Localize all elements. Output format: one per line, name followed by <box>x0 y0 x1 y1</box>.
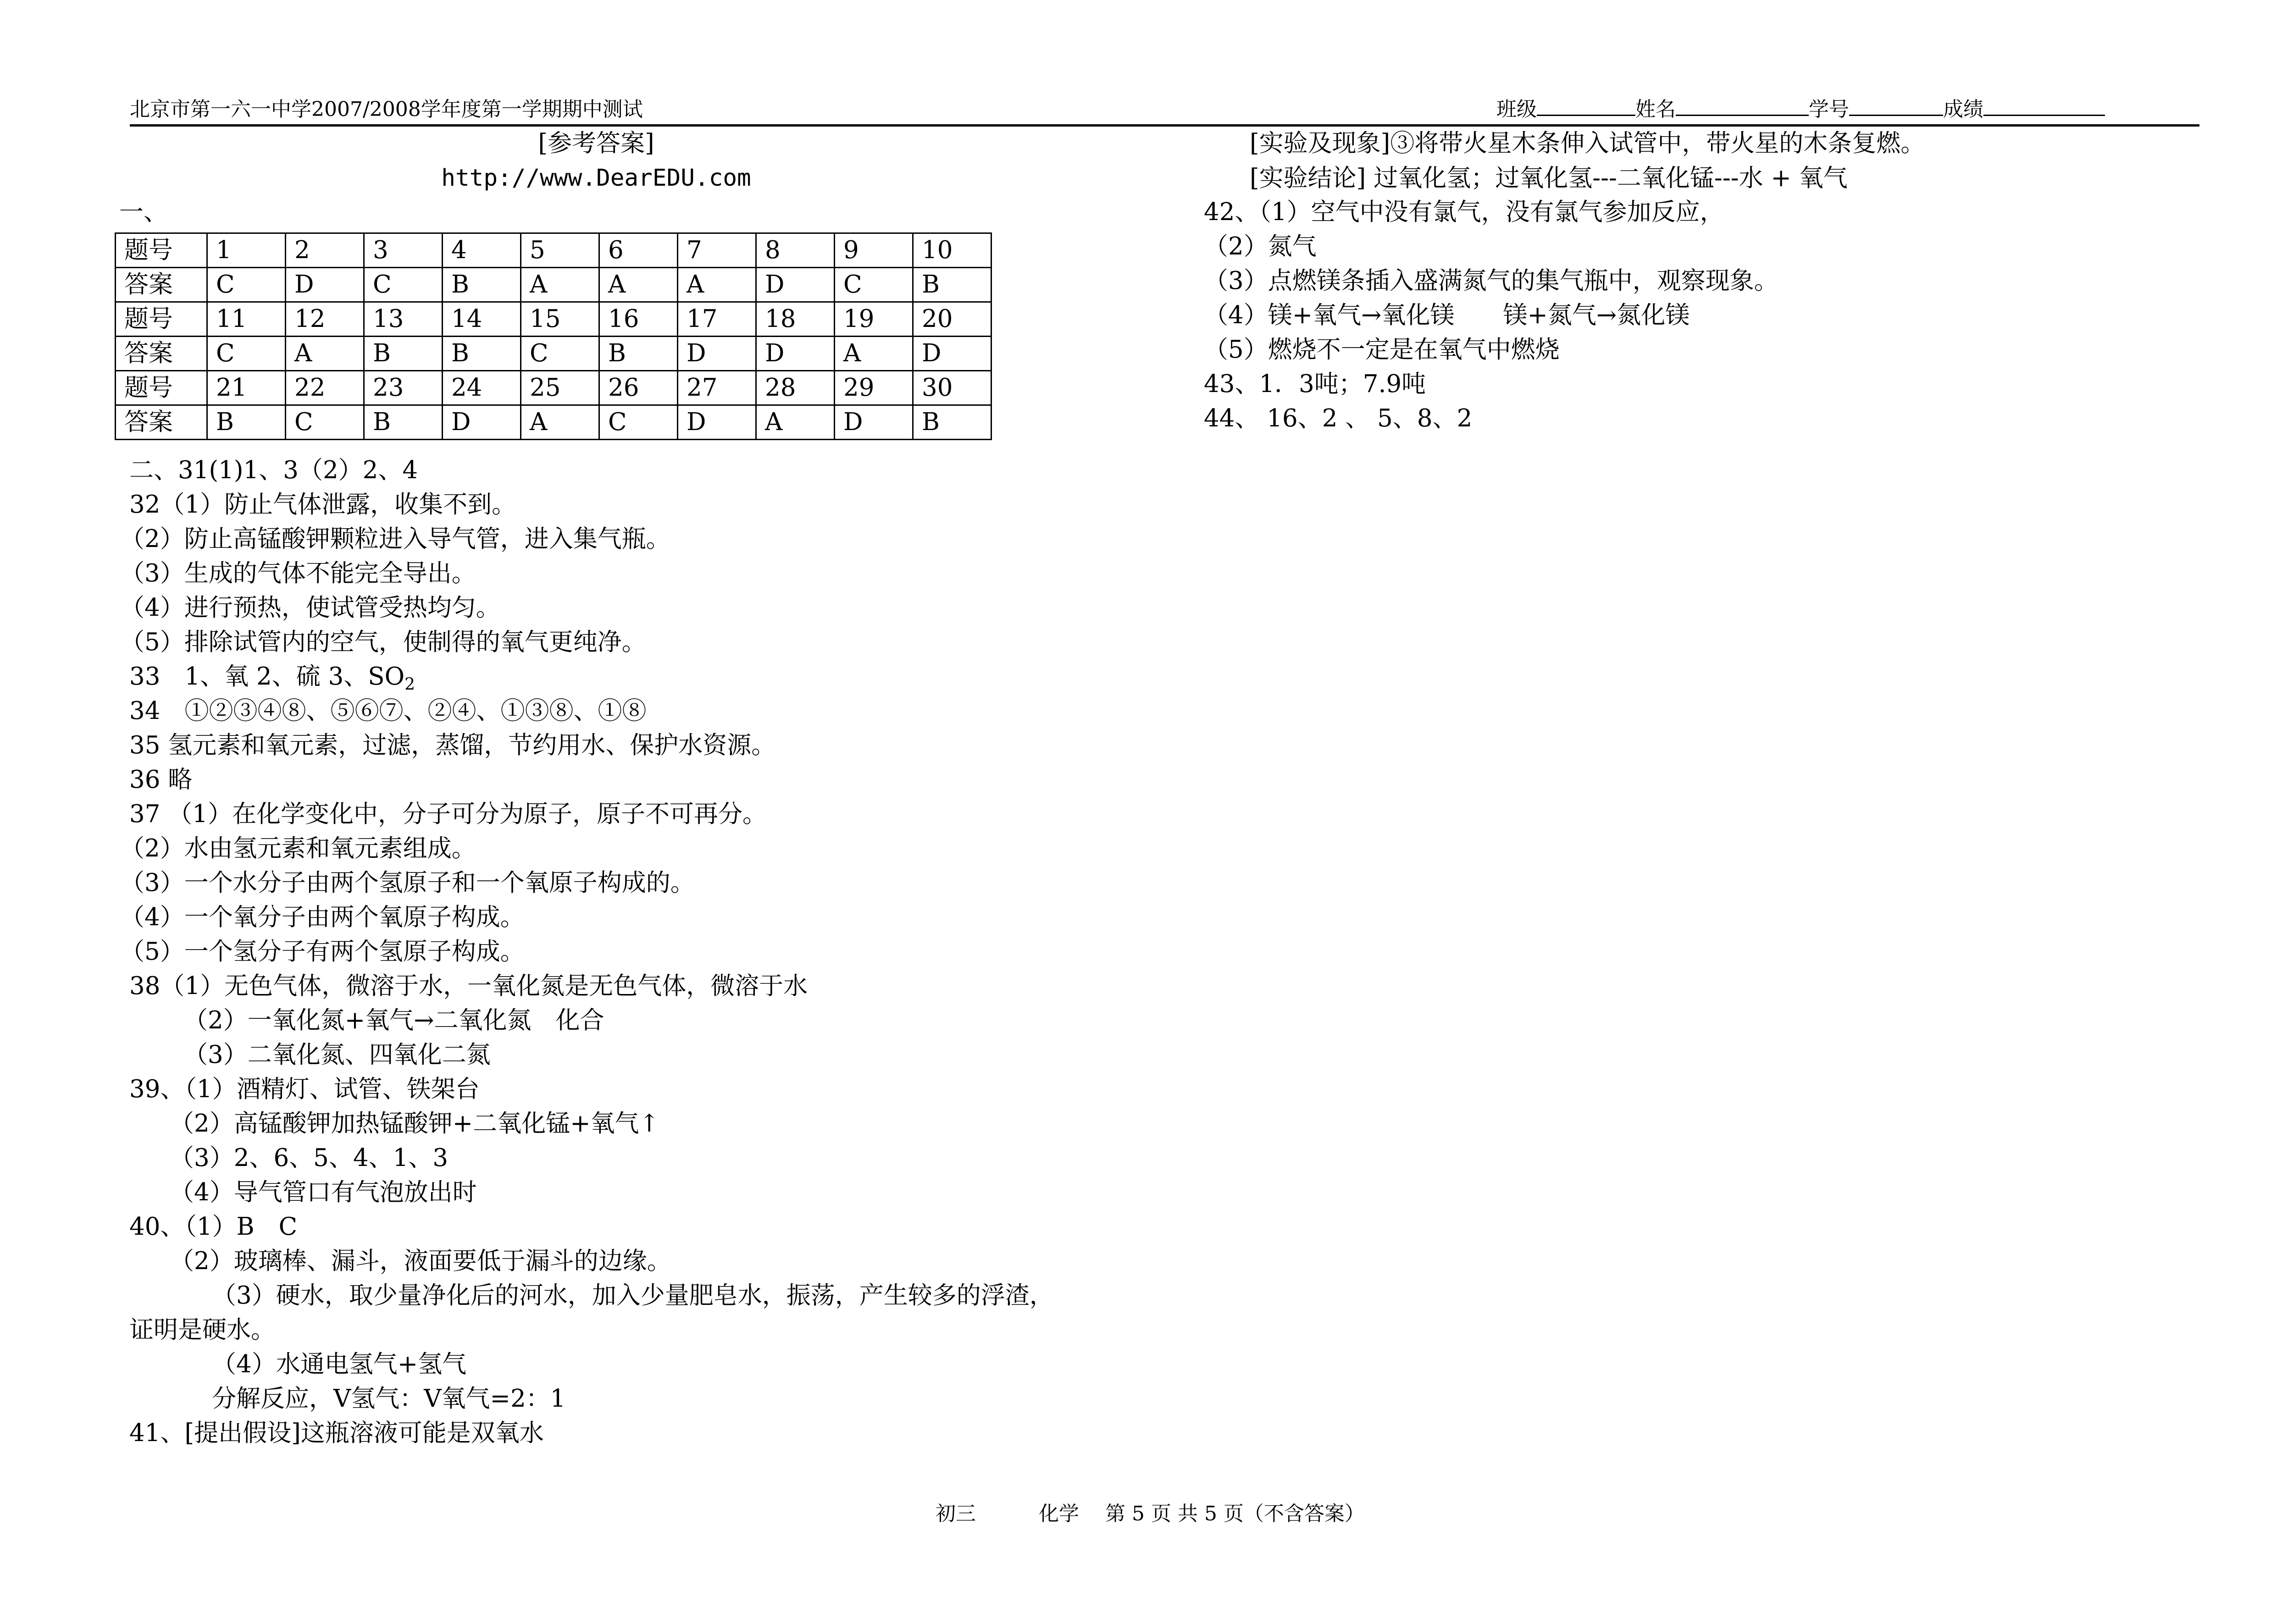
table-row <box>116 233 991 268</box>
table-row-header: 答案 <box>116 268 207 302</box>
answer-43: 43、1．3吨；7.9吨 <box>1204 370 1426 398</box>
answer-37-1: 37 （1）在化学变化中，分子可分为原子，原子不可再分。 <box>129 800 767 828</box>
table-cell: C <box>207 268 286 302</box>
answer-42-2: （2）氮气 <box>1204 232 1317 260</box>
table-cell: D <box>756 337 835 371</box>
answer-31: 二、31(1)1、3（2）2、4 <box>129 456 418 484</box>
table-cell: A <box>756 405 835 440</box>
table-cell: B <box>364 337 443 371</box>
answer-32-5: （5）排除试管内的空气，使制得的氧气更纯净。 <box>120 628 646 656</box>
table-cell: 5 <box>521 233 599 268</box>
answer-42-5: （5）燃烧不一定是在氧气中燃烧 <box>1204 336 1560 364</box>
answer-33-subscript: 2 <box>404 675 415 694</box>
answer-37-3: （3）一个水分子由两个氢原子和一个氧原子构成的。 <box>120 869 695 897</box>
table-cell: C <box>835 268 913 302</box>
answer-37-2: （2）水由氢元素和氧元素组成。 <box>120 834 476 862</box>
table-cell: 3 <box>364 233 443 268</box>
table-row-header: 答案 <box>116 337 207 371</box>
answer-33-text: 33 1、氧 2、硫 3、SO <box>129 663 405 690</box>
table-cell: 23 <box>364 371 443 405</box>
table-cell: C <box>599 405 678 440</box>
table-row <box>116 268 991 302</box>
table-cell: 28 <box>756 371 835 405</box>
table-cell: A <box>599 268 678 302</box>
answer-40-2: （2）玻璃棒、漏斗，液面要低于漏斗的边缘。 <box>170 1247 671 1275</box>
table-cell: 8 <box>756 233 835 268</box>
answer-38-2: （2）一氧化氮+氧气→二氧化氮 化合 <box>183 1006 604 1034</box>
table-cell: A <box>835 337 913 371</box>
answer-36: 36 略 <box>129 766 193 794</box>
table-cell: D <box>835 405 913 440</box>
answer-37-4: （4）一个氧分子由两个氧原子构成。 <box>120 903 525 931</box>
answer-42-1: 42、（1）空气中没有氯气，没有氯气参加反应， <box>1204 198 1724 226</box>
footer-subject: 化学 <box>1039 1502 1079 1525</box>
table-cell: B <box>207 405 286 440</box>
left-column <box>0 0 1165 1467</box>
answer-39-3: （3）2、6、5、4、1、3 <box>170 1144 449 1172</box>
table-cell: D <box>678 337 756 371</box>
answer-table <box>115 232 992 440</box>
table-cell: A <box>678 268 756 302</box>
table-cell: B <box>443 268 521 302</box>
answer-34: 34 ①②③④⑧、⑤⑥⑦、②④、①③⑧、①⑧ <box>129 697 647 725</box>
table-cell: 24 <box>443 371 521 405</box>
table-cell: D <box>443 405 521 440</box>
table-row-header: 题号 <box>116 371 207 405</box>
answer-40-4: （4）水通电氢气+氢气 <box>212 1350 467 1378</box>
table-cell: 10 <box>913 233 991 268</box>
answer-title: [参考答案] <box>538 129 654 157</box>
answer-35: 35 氢元素和氧元素，过滤，蒸馏，节约用水、保护水资源。 <box>129 731 776 759</box>
answer-40-3: （3）硬水，取少量净化后的河水，加入少量肥皂水，振荡，产生较多的浮渣， <box>212 1282 1054 1309</box>
table-cell: D <box>756 268 835 302</box>
answer-41: 41、[提出假设]这瓶溶液可能是双氧水 <box>129 1419 544 1447</box>
table-row <box>116 337 991 371</box>
school-title: 北京市第一六一中学2007/2008学年度第一学期期中测试 <box>130 98 643 121</box>
answer-33 <box>129 663 415 699</box>
table-cell: D <box>913 337 991 371</box>
table-cell: 16 <box>599 302 678 337</box>
table-cell: B <box>913 405 991 440</box>
class-label: 班级 <box>1496 98 1537 121</box>
table-cell: B <box>599 337 678 371</box>
table-cell: C <box>207 337 286 371</box>
id-label: 学号 <box>1809 98 1849 121</box>
answer-40-5: 分解反应，V氢气：V氧气=2：1 <box>212 1385 566 1413</box>
table-row-header: 答案 <box>116 405 207 440</box>
table-cell: A <box>286 337 364 371</box>
table-cell: 15 <box>521 302 599 337</box>
table-cell: 21 <box>207 371 286 405</box>
table-cell: B <box>443 337 521 371</box>
table-cell: 7 <box>678 233 756 268</box>
table-cell: 6 <box>599 233 678 268</box>
name-label: 姓名 <box>1635 98 1676 121</box>
table-cell: 12 <box>286 302 364 337</box>
table-cell: D <box>286 268 364 302</box>
answer-39-4: （4）导气管口有气泡放出时 <box>170 1178 477 1206</box>
table-row <box>116 302 991 337</box>
answer-42-4: （4）镁+氧气→氧化镁 镁+氮气→氮化镁 <box>1204 301 1690 329</box>
table-cell: 14 <box>443 302 521 337</box>
table-cell: 29 <box>835 371 913 405</box>
table-row <box>116 405 991 440</box>
score-label: 成绩 <box>1943 98 1983 121</box>
answer-41-experiment: [实验及现象]③将带火星木条伸入试管中，带火星的木条复燃。 <box>1250 129 1925 157</box>
table-cell: 13 <box>364 302 443 337</box>
footer-grade: 初三 <box>936 1502 976 1525</box>
table-cell: 30 <box>913 371 991 405</box>
answer-32-1: 32（1）防止气体泄露，收集不到。 <box>129 491 516 519</box>
table-cell: 4 <box>443 233 521 268</box>
table-cell: 20 <box>913 302 991 337</box>
table-cell: C <box>286 405 364 440</box>
table-cell: 2 <box>286 233 364 268</box>
table-cell: 11 <box>207 302 286 337</box>
right-column <box>1165 0 2201 1467</box>
answer-37-5: （5）一个氢分子有两个氢原子构成。 <box>120 938 525 966</box>
table-cell: B <box>913 268 991 302</box>
answer-41-conclusion: [实验结论] 过氧化氢；过氧化氢---二氧化锰---水 + 氧气 <box>1250 164 1848 192</box>
table-row-header: 题号 <box>116 302 207 337</box>
answer-32-4: （4）进行预热，使试管受热均匀。 <box>120 594 500 622</box>
url-link[interactable]: http://www.DearEDU.com <box>441 165 751 192</box>
answer-39-1: 39、（1）酒精灯、试管、铁架台 <box>129 1075 480 1103</box>
section-one-label: 一、 <box>119 198 168 226</box>
table-cell: D <box>678 405 756 440</box>
table-cell: 26 <box>599 371 678 405</box>
table-cell: A <box>521 268 599 302</box>
table-cell: 17 <box>678 302 756 337</box>
table-cell: C <box>521 337 599 371</box>
table-cell: 18 <box>756 302 835 337</box>
table-cell: 9 <box>835 233 913 268</box>
table-cell: 1 <box>207 233 286 268</box>
table-cell: 22 <box>286 371 364 405</box>
answer-44: 44、 16、2 、 5、8、2 <box>1204 404 1473 432</box>
table-cell: 19 <box>835 302 913 337</box>
table-row <box>116 371 991 405</box>
table-cell: 27 <box>678 371 756 405</box>
answer-38-1: 38（1）无色气体，微溶于水，一氧化氮是无色气体，微溶于水 <box>129 972 808 1000</box>
table-row-header: 题号 <box>116 233 207 268</box>
table-cell: B <box>364 405 443 440</box>
answer-40-1: 40、（1）B C <box>129 1213 298 1241</box>
answer-32-2: （2）防止高锰酸钾颗粒进入导气管，进入集气瓶。 <box>120 525 670 553</box>
table-cell: A <box>521 405 599 440</box>
answer-38-3: （3）二氧化氮、四氧化二氮 <box>183 1041 491 1069</box>
footer-page-info: 第 5 页 共 5 页（不含答案） <box>1105 1502 1365 1525</box>
table-cell: C <box>364 268 443 302</box>
table-cell: 25 <box>521 371 599 405</box>
answer-40-3-cont: 证明是硬水。 <box>129 1316 275 1344</box>
answer-42-3: （3）点燃镁条插入盛满氮气的集气瓶中，观察现象。 <box>1204 267 1778 295</box>
answer-32-3: （3）生成的气体不能完全导出。 <box>120 559 476 587</box>
answer-39-2: （2）高锰酸钾加热锰酸钾+二氧化锰+氧气↑ <box>170 1110 659 1138</box>
